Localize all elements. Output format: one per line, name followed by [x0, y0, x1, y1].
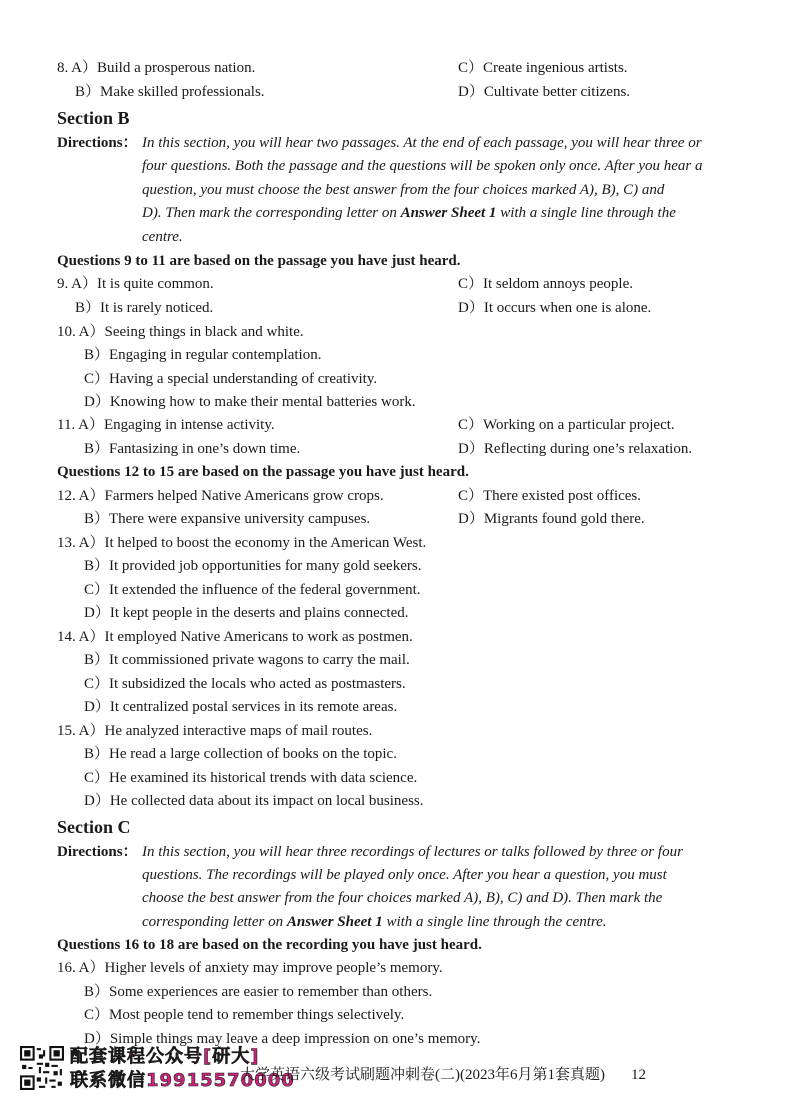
q14-option-c: C）It subsidized the locals who acted as postmasters.: [84, 676, 406, 692]
q11-option-d: D）Reflecting during one’s relaxation.: [458, 441, 693, 457]
section-b-directions-line: In this section, you will hear two passages. At the end of each passage, you will hear three or: [142, 135, 702, 151]
q14-option-b: B）It commissioned private wagons to carry the mail.: [84, 652, 410, 668]
q15-option-d: D）He collected data about its impact on local business.: [84, 793, 424, 809]
watermark-line-2: 联系微信19915570000: [70, 1070, 295, 1091]
q12-option-d: D）Migrants found gold there.: [458, 511, 645, 527]
q8-option-d: D）Cultivate better citizens.: [458, 84, 631, 100]
q13-option-d: D）It kept people in the deserts and plains connected.: [84, 605, 409, 621]
answer-sheet-ref: Answer Sheet 1: [400, 205, 497, 221]
passage-2-heading: Questions 12 to 15 are based on the passage you have just heard.: [57, 464, 469, 480]
q10-option-b: B）Engaging in regular contemplation.: [84, 347, 322, 363]
section-b-directions-line: D). Then mark the corresponding letter on Answer Sheet 1 with a single line through the: [142, 205, 676, 221]
recording-1-heading: Questions 16 to 18 are based on the recording you have just heard.: [57, 937, 482, 953]
page-number: 12: [631, 1067, 646, 1083]
answer-sheet-ref: Answer Sheet 1: [286, 914, 383, 930]
watermark-line-1: 配套课程公众号[研大]: [70, 1046, 260, 1067]
q9-option-c: C）It seldom annoys people.: [458, 276, 633, 292]
q12-option-a: 12. A）Farmers helped Native Americans grow crops.: [57, 488, 384, 504]
section-b-directions-line: question, you must choose the best answer from the four choices marked A), B), C) and: [142, 182, 665, 198]
q14-option-a: 14. A）It employed Native Americans to work as postmen.: [57, 629, 413, 645]
q15-option-c: C）He examined its historical trends with data science.: [84, 770, 418, 786]
section-b-directions-line: centre.: [142, 229, 183, 245]
section-c-directions-line: corresponding letter on Answer Sheet 1 with a single line through the centre.: [142, 914, 607, 930]
q11-option-a: 11. A）Engaging in intense activity.: [57, 417, 275, 433]
section-c-directions-line: In this section, you will hear three recordings of lectures or talks followed by three or four: [142, 844, 683, 860]
section-b-title: Section B: [57, 108, 130, 128]
q10-option-a: 10. A）Seeing things in black and white.: [57, 324, 304, 340]
q8-option-a: 8. A）Build a prosperous nation.: [57, 60, 256, 76]
q12-option-b: B）There were expansive university campuses.: [84, 511, 371, 527]
qr-code-icon: [20, 1046, 64, 1090]
section-b-directions-line: four questions. Both the passage and the questions will be spoken only once. After you hear a: [142, 158, 703, 174]
q9-option-d: D）It occurs when one is alone.: [458, 300, 652, 316]
q12-option-c: C）There existed post offices.: [458, 488, 642, 504]
section-c-title: Section C: [57, 817, 131, 837]
q15-option-b: B）He read a large collection of books on the topic.: [84, 746, 397, 762]
q14-option-d: D）It centralized postal services in its remote areas.: [84, 699, 398, 715]
section-c-directions-line: questions. The recordings will be played only once. After you hear a question, you must: [142, 867, 667, 883]
q9-option-a: 9. A）It is quite common.: [57, 276, 214, 292]
page-footer-title: 大学英语六级考试刷题冲刺卷(二)(2023年6月第1套真题): [240, 1067, 605, 1083]
q8-option-c: C）Create ingenious artists.: [458, 60, 628, 76]
q11-option-c: C）Working on a particular project.: [458, 417, 675, 433]
q16-option-c: C）Most people tend to remember things selectively.: [84, 1007, 405, 1023]
section-b-directions-label: Directions：: [57, 135, 138, 151]
q10-option-c: C）Having a special understanding of creativity.: [84, 371, 378, 387]
q13-option-a: 13. A）It helped to boost the economy in the American West.: [57, 535, 427, 551]
q13-option-c: C）It extended the influence of the federal government.: [84, 582, 421, 598]
q16-option-b: B）Some experiences are easier to remember than others.: [84, 984, 433, 1000]
q11-option-b: B）Fantasizing in one’s down time.: [84, 441, 301, 457]
section-c-directions-label: Directions：: [57, 844, 138, 860]
q10-option-d: D）Knowing how to make their mental batteries work.: [84, 394, 416, 410]
q15-option-a: 15. A）He analyzed interactive maps of mail routes.: [57, 723, 373, 739]
passage-1-heading: Questions 9 to 11 are based on the passage you have just heard.: [57, 253, 461, 269]
q16-option-d: D）Simple things may leave a deep impression on one’s memory.: [84, 1031, 481, 1047]
q13-option-b: B）It provided job opportunities for many gold seekers.: [84, 558, 422, 574]
q9-option-b: B）It is rarely noticed.: [75, 300, 214, 316]
q16-option-a: 16. A）Higher levels of anxiety may improve people’s memory.: [57, 960, 443, 976]
q8-option-b: B）Make skilled professionals.: [75, 84, 265, 100]
section-c-directions-line: choose the best answer from the four choices marked A), B), C) and D). Then mark the: [142, 890, 663, 906]
